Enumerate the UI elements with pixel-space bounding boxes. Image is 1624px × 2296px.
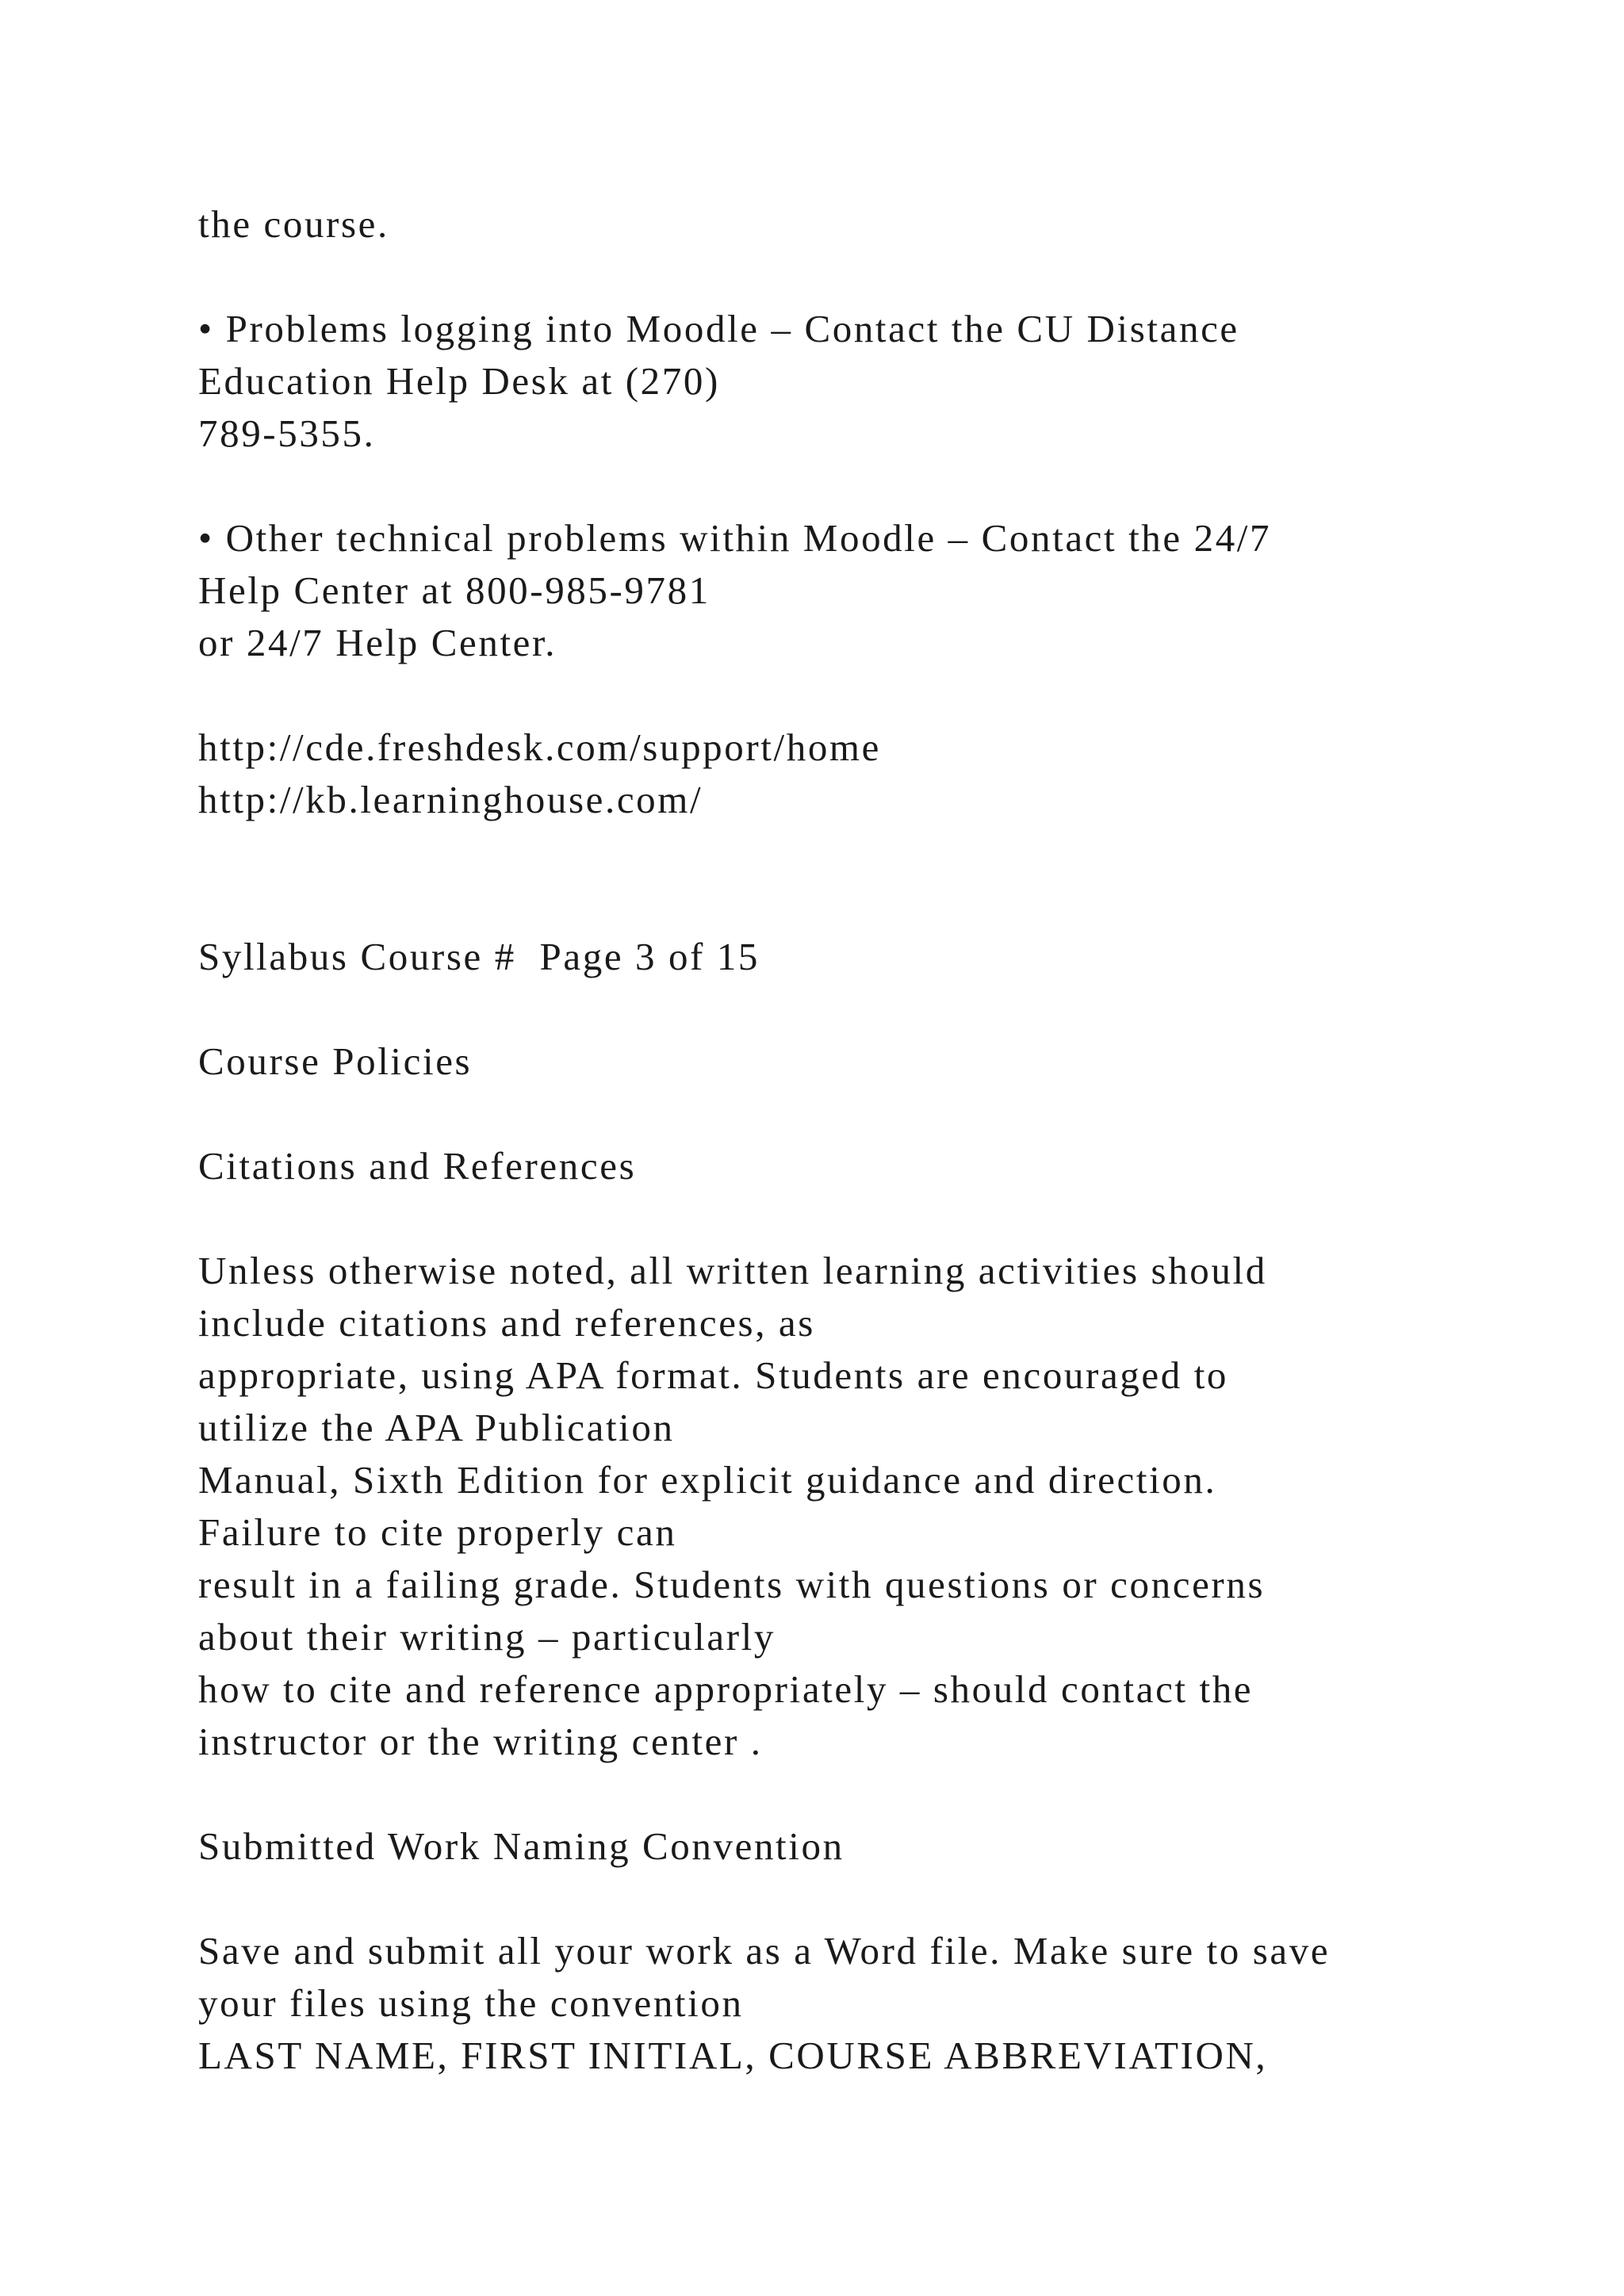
spacer: [198, 1192, 1546, 1245]
spacer: [198, 460, 1546, 512]
spacer: [198, 826, 1546, 931]
intro-tail-text: the course.: [198, 202, 389, 246]
citations-paragraph-line: Unless otherwise noted, all written learning activities should: [198, 1249, 1267, 1292]
citations-paragraph-line: utilize the APA Publication: [198, 1406, 675, 1449]
freshdesk-url: http://cde.freshdesk.com/support/home: [198, 725, 881, 769]
naming-convention-heading: Submitted Work Naming Convention: [198, 1824, 845, 1868]
tech-problem-line-1: • Other technical problems within Moodle – Contact the 24/7: [198, 516, 1272, 560]
spacer: [198, 1873, 1546, 1925]
page-header: Syllabus Course # Page 3 of 15: [198, 935, 760, 978]
citations-paragraph-line: appropriate, using APA format. Students are encouraged to: [198, 1353, 1229, 1397]
login-problem-line-2: Education Help Desk at (270): [198, 359, 720, 403]
citations-paragraph-line: Failure to cite properly can: [198, 1510, 677, 1554]
login-problem-line-1: • Problems logging into Moodle – Contact the CU Distance: [198, 307, 1239, 350]
citations-paragraph-line: Manual, Sixth Edition for explicit guidance and direction.: [198, 1458, 1217, 1502]
login-problem-line-3: 789-5355.: [198, 411, 376, 455]
spacer: [198, 983, 1546, 1035]
citations-heading: Citations and References: [198, 1144, 637, 1188]
learninghouse-url: http://kb.learninghouse.com/: [198, 778, 703, 821]
citations-paragraph-line: instructor or the writing center .: [198, 1720, 763, 1763]
citations-paragraph-line: how to cite and reference appropriately – should contact the: [198, 1667, 1254, 1711]
course-policies-heading: Course Policies: [198, 1039, 473, 1083]
spacer: [198, 1768, 1546, 1820]
spacer: [198, 251, 1546, 303]
tech-problem-line-2: Help Center at 800-985-9781: [198, 568, 710, 612]
naming-paragraph-line: Save and submit all your work as a Word file. Make sure to save: [198, 1929, 1331, 1973]
citations-paragraph-line: about their writing – particularly: [198, 1615, 776, 1659]
citations-paragraph-line: result in a failing grade. Students with questions or concerns: [198, 1563, 1266, 1606]
document-page: [198, 198, 1546, 2082]
spacer: [198, 669, 1546, 721]
naming-paragraph-line: your files using the convention: [198, 1981, 744, 2025]
naming-paragraph-line: LAST NAME, FIRST INITIAL, COURSE ABBREVIATION,: [198, 2034, 1268, 2077]
citations-paragraph-line: include citations and references, as: [198, 1301, 815, 1345]
tech-problem-line-3: or 24/7 Help Center.: [198, 621, 557, 664]
spacer: [198, 1088, 1546, 1140]
